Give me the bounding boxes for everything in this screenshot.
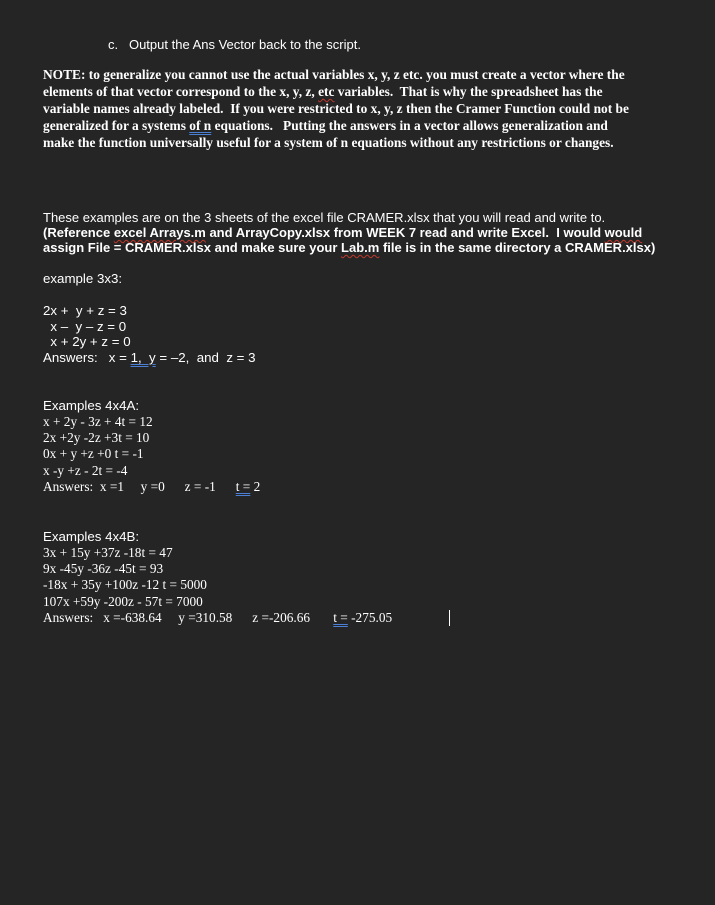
intro-3-c: file is in the same directory a CRAMER.xlsx)	[379, 240, 656, 255]
example-4x4b-ans-c: -275.05	[347, 610, 393, 625]
example-4x4a-eq-1: x + 2y - 3z + 4t = 12	[43, 414, 153, 429]
intro-spell-excel-arrays: excel Arrays.m	[113, 225, 206, 240]
note-line-4	[43, 118, 608, 134]
example-4x4b-answers	[43, 610, 392, 626]
examples-intro-line-2	[43, 225, 642, 240]
example-4x4a-eq-3: 0x + y +z +0 t = -1	[43, 446, 144, 461]
note-line-2	[43, 84, 603, 100]
list-item-text: Output the Ans Vector back to the script.	[128, 37, 361, 52]
note-line-4-c: equations. Putting the answers in a vector allows generalization and	[211, 118, 608, 133]
list-item-c	[108, 37, 361, 52]
examples-intro-line-1: These examples are on the 3 sheets of the excel file CRAMER.xlsx that you will read and write to.	[43, 210, 606, 225]
note-line-4-a: generalized for a systems	[43, 118, 190, 133]
example-3x3-eq-1: 2x + y + z = 3	[43, 303, 127, 318]
note-line-3: variable names already labeled. If you were restricted to x, y, z then the Cramer Function could not be	[43, 101, 629, 116]
intro-spell-would: would	[604, 225, 643, 240]
example-3x3-eq-2: x – y – z = 0	[43, 319, 127, 334]
intro-2-a: (Reference	[43, 225, 114, 240]
example-4x4a-ans-c: 2	[250, 479, 261, 494]
note-line-5: make the function universally useful for a system of n equations without any restrictions or changes.	[43, 135, 614, 150]
example-4x4b-eq-3: -18x + 35y +100z -12 t = 5000	[43, 577, 207, 592]
example-4x4b-ans-a: Answers: x =-638.64 y =310.58 z =-206.66	[43, 610, 334, 625]
example-3x3-ans-b: 1, y	[130, 350, 156, 365]
example-4x4a-ans-a: Answers: x =1 y =0 z = -1	[43, 479, 236, 494]
example-4x4a-answers	[43, 479, 260, 495]
note-line-2-a: elements of that vector correspond to the x, y, z,	[43, 84, 319, 99]
examples-intro-line-3	[43, 240, 655, 255]
example-3x3-heading: example 3x3:	[43, 271, 123, 286]
example-4x4a-ans-b: t =	[235, 479, 251, 494]
example-3x3-eq-3: x + 2y + z = 0	[43, 334, 131, 349]
example-4x4b-eq-1: 3x + 15y +37z -18t = 47	[43, 545, 173, 560]
note-spell-etc: etc	[318, 84, 335, 99]
intro-3-a: assign File = CRAMER.xlsx and make sure your	[43, 240, 342, 255]
example-4x4b-heading: Examples 4x4B:	[43, 529, 140, 544]
note-line-1: NOTE: to generalize you cannot use the actual variables x, y, z etc. you must create a vector where the	[43, 67, 625, 82]
note-grammar-of-n: of n	[189, 118, 212, 133]
example-4x4a-eq-2: 2x +2y -2z +3t = 10	[43, 430, 150, 445]
example-4x4a-eq-4: x -y +z - 2t = -4	[43, 463, 128, 478]
note-line-2-c: variables. That is why the spreadsheet has the	[334, 84, 603, 99]
example-4x4a-heading: Examples 4x4A:	[43, 398, 140, 413]
example-3x3-ans-c: = –2, and z = 3	[155, 350, 256, 365]
example-3x3-ans-a: Answers: x =	[43, 350, 131, 365]
example-4x4b-ans-b: t =	[333, 610, 348, 625]
example-4x4b-eq-2: 9x -45y -36z -45t = 93	[43, 561, 164, 576]
example-4x4b-eq-4: 107x +59y -200z - 57t = 7000	[43, 594, 203, 609]
intro-2-c: and ArrayCopy.xlsx from WEEK 7 read and write Excel. I would	[205, 225, 605, 240]
intro-spell-lab-m: Lab.m	[341, 240, 380, 255]
list-marker: c.	[108, 37, 119, 52]
example-3x3-answers	[43, 350, 256, 365]
text-cursor[interactable]	[449, 610, 450, 626]
